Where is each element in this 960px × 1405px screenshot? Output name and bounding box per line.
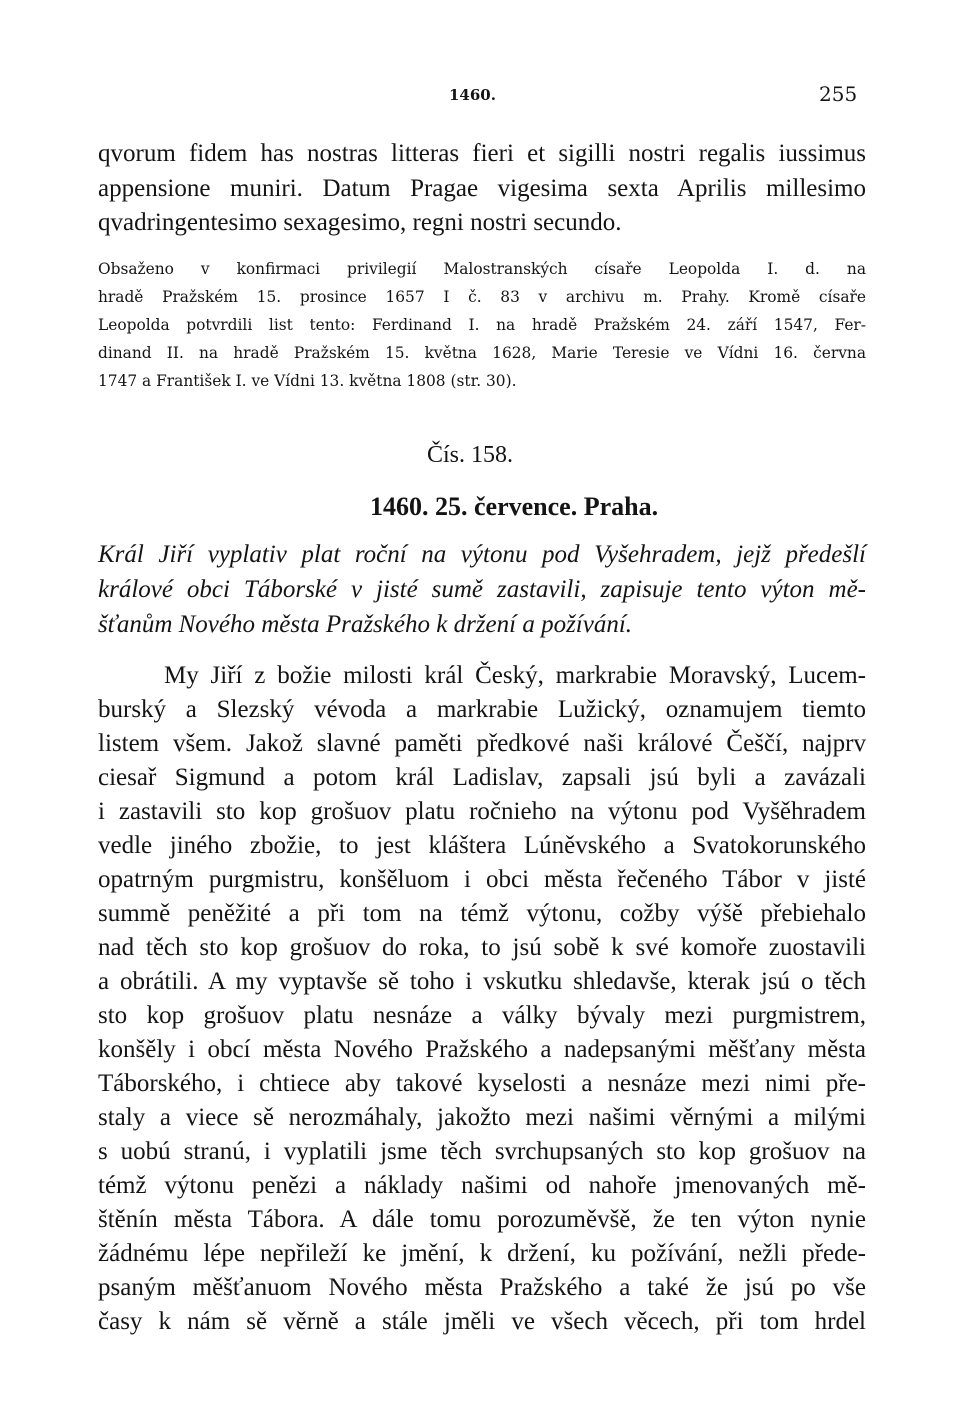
opening-line: appensione muniri. Datum Pragae vigesima sexta Aprilis millesimo (98, 175, 866, 202)
body-line: a obrátili. A my vyptavše sě toho i vskutku shledavše, kterak jsú o těch (98, 968, 866, 995)
body-line: staly a viece sě nerozmáhaly, jakožto mezi našimi věrnými a milými (98, 1104, 866, 1131)
body-line: burský a Slezský vévoda a markrabie Lužický, oznamujem tiemto (98, 696, 866, 723)
abstract-line: šťanům Nového města Pražského k držení a požívání. (98, 611, 633, 638)
body-line: i zastavili sto kop grošuov platu ročnieho na výtonu pod Vyšěhradem (98, 798, 866, 825)
document-number: Čís. 158. (427, 442, 514, 468)
body-line: psaným měšťanuom Nového města Pražského a také že jsú po vše (98, 1274, 866, 1301)
body-line: nad těch sto kop grošuov do roka, to jsú sobě k své komoře zuostavili (98, 934, 866, 961)
note-line: 1747 a František I. ve Vídni 13. května 1808 (str. 30). (98, 372, 517, 390)
running-header-year: 1460. (449, 86, 496, 104)
abstract-line: králové obci Táborské v jisté sumě zastavili, zapisuje tento výton mě- (98, 576, 866, 603)
body-line: Táborského, i chtiece aby takové kyselosti a nesnáze mezi nimi pře- (98, 1070, 866, 1097)
body-line: štěnín města Tábora. A dále tomu porozuměvšě, že ten výton nynie (98, 1206, 866, 1233)
abstract-line: Král Jiří vyplativ plat roční na výtonu pod Vyšehradem, jejž předešlí (98, 541, 866, 568)
page-number: 255 (819, 82, 858, 106)
note-line: Obsaženo v konfirmaci privilegií Malostranských císaře Leopolda I. d. na (98, 260, 866, 278)
note-line: hradě Pražském 15. prosince 1657 I č. 83 v archivu m. Prahy. Kromě císaře (98, 288, 866, 306)
body-line: časy k nám sě věrně a stále jměli ve všech věcech, při tom hrdel (98, 1308, 866, 1335)
body-line: listem všem. Jakož slavné paměti předkové naši králové Češčí, najprv (98, 730, 866, 757)
body-line: My Jiří z božie milosti král Český, markrabie Moravský, Lucem- (164, 662, 866, 689)
note-line: dinand II. na hradě Pražském 15. května 1628, Marie Teresie ve Vídni 16. června (98, 344, 866, 362)
body-line: s uobú stranú, i vyplatili jsme těch svrchupsaných sto kop grošuov na (98, 1138, 866, 1165)
body-line: konšěly i obcí města Nového Pražského a nadepsanými měšťany města (98, 1036, 866, 1063)
body-line: témž výtonu penězi a náklady našimi od nahoře jmenovaných mě- (98, 1172, 866, 1199)
body-line: sto kop grošuov platu nesnáze a války bývaly mezi purgmistrem, (98, 1002, 866, 1029)
document-date-place: 1460. 25. července. Praha. (370, 492, 659, 521)
body-line: opatrným purgmistru, konšěluom i obci města řečeného Tábor v jisté (98, 866, 866, 893)
body-line: summě peněžité a při tom na témž výtonu, cožby výšě přebiehalo (98, 900, 866, 927)
opening-line: qvadringentesimo sexagesimo, regni nostri secundo. (98, 209, 622, 236)
note-line: Leopolda potvrdili list tento: Ferdinand I. na hradě Pražském 24. září 1547, Fer- (98, 316, 866, 334)
opening-line: qvorum fidem has nostras litteras fieri et sigilli nostri regalis iussimus (98, 140, 866, 167)
body-line: ciesař Sigmund a potom král Ladislav, zapsali jsú byli a zavázali (98, 764, 866, 791)
body-line: vedle jiného zbožie, to jest kláštera Lúněvského a Svatokorunského (98, 832, 866, 859)
body-line: žádnému lépe nepřileží ke jmění, k držení, ku požívání, nežli přede- (98, 1240, 866, 1267)
